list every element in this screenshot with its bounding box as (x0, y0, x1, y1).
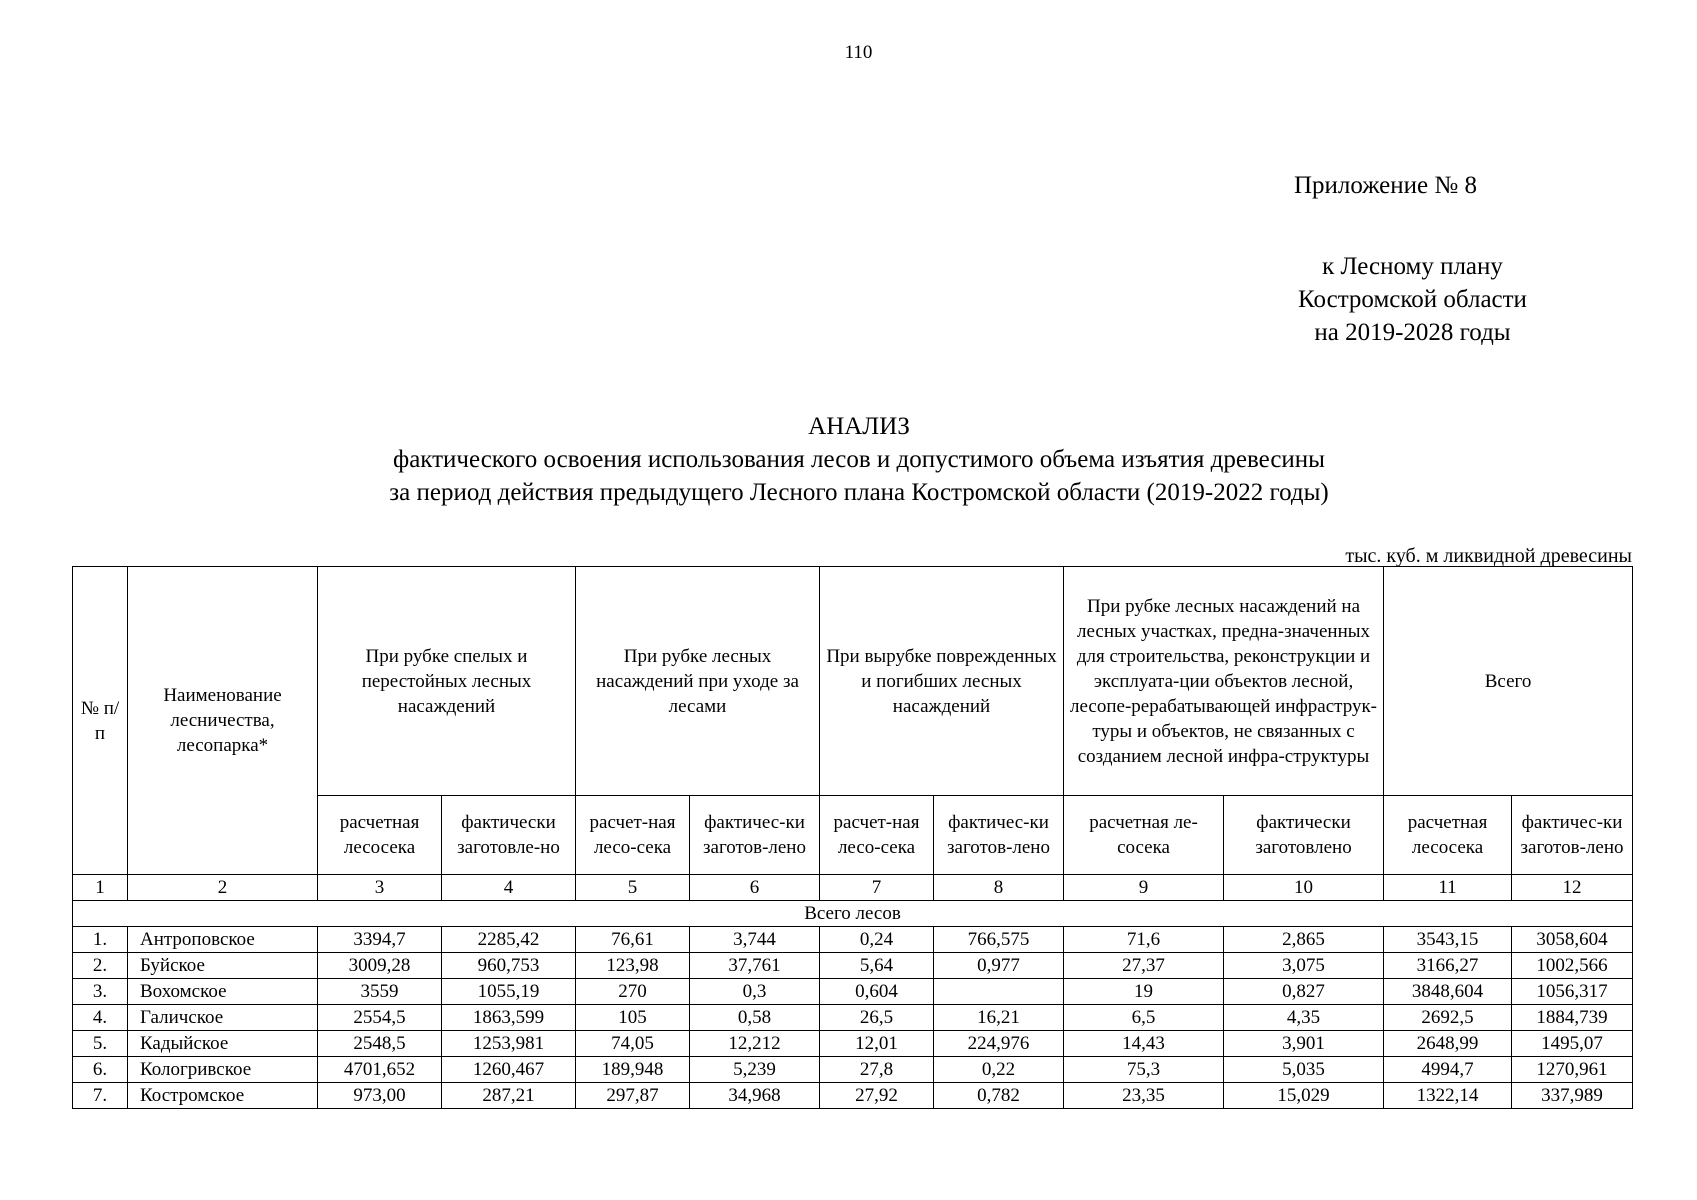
forestry-name: Вохомское (128, 979, 318, 1005)
subheader-cell: расчет-ная лесо-сека (820, 796, 934, 875)
header-group-construction: При рубке лесных насаждений на лесных участках, предна-значенных для строительства, реконструкции и эксплуата-ции объектов лесной, лесопе-рерабатывающей инфраструк-туры и объектов, не связанных с созданием лесной инфра-структуры (1064, 567, 1384, 796)
document-subtitle-2: за период действия предыдущего Лесного плана Костромской области (2019-2022 годы) (389, 479, 1329, 506)
table-cell: 27,8 (820, 1057, 934, 1083)
row-number: 7. (73, 1083, 128, 1109)
column-number: 6 (690, 875, 820, 901)
table-cell: 270 (576, 979, 690, 1005)
table-cell: 76,61 (576, 927, 690, 953)
table-cell: 1322,14 (1384, 1083, 1512, 1109)
table-cell: 2692,5 (1384, 1005, 1512, 1031)
column-number: 10 (1224, 875, 1384, 901)
table-cell: 1002,566 (1512, 953, 1633, 979)
row-number: 3. (73, 979, 128, 1005)
forestry-name: Кадыйское (128, 1031, 318, 1057)
table-cell: 224,976 (934, 1031, 1064, 1057)
table-cell: 1056,317 (1512, 979, 1633, 1005)
table-cell: 27,37 (1064, 953, 1224, 979)
table-row (73, 1083, 1633, 1109)
document-title: АНАЛИЗ (808, 413, 910, 440)
subheader-cell: фактически заготовле-но (442, 796, 576, 875)
table-cell: 2,865 (1224, 927, 1384, 953)
column-number: 5 (576, 875, 690, 901)
table-cell: 287,21 (442, 1083, 576, 1109)
table-cell: 16,21 (934, 1005, 1064, 1031)
section-label: Всего лесов (73, 901, 1633, 927)
column-number: 2 (128, 875, 318, 901)
table-cell: 4,35 (1224, 1005, 1384, 1031)
column-number: 3 (318, 875, 442, 901)
table-cell: 1270,961 (1512, 1057, 1633, 1083)
table-cell: 189,948 (576, 1057, 690, 1083)
table-cell: 2548,5 (318, 1031, 442, 1057)
table-cell: 5,035 (1224, 1057, 1384, 1083)
table-cell: 12,212 (690, 1031, 820, 1057)
appendix-reference (1270, 250, 1555, 349)
table-cell: 0,604 (820, 979, 934, 1005)
table-cell: 75,3 (1064, 1057, 1224, 1083)
table-cell: 1253,981 (442, 1031, 576, 1057)
table-cell: 0,58 (690, 1005, 820, 1031)
table-cell: 1495,07 (1512, 1031, 1633, 1057)
table-cell: 1863,599 (442, 1005, 576, 1031)
appendix-title: Приложение № 8 (1293, 172, 1477, 199)
forestry-name: Антроповское (128, 927, 318, 953)
document-title-block (0, 410, 1697, 509)
table-cell: 14,43 (1064, 1031, 1224, 1057)
table-row (73, 1057, 1633, 1083)
column-number: 1 (73, 875, 128, 901)
table-cell: 2285,42 (442, 927, 576, 953)
subheader-cell: расчетная лесосека (318, 796, 442, 875)
table-row (73, 1031, 1633, 1057)
forestry-name: Костромское (128, 1083, 318, 1109)
table-cell: 105 (576, 1005, 690, 1031)
table-cell: 23,35 (1064, 1083, 1224, 1109)
table-cell: 1260,467 (442, 1057, 576, 1083)
table-cell: 3559 (318, 979, 442, 1005)
table-cell: 2648,99 (1384, 1031, 1512, 1057)
forestry-name: Галичское (128, 1005, 318, 1031)
table-cell: 0,22 (934, 1057, 1064, 1083)
table-cell: 3009,28 (318, 953, 442, 979)
header-group-total: Всего (1384, 567, 1633, 796)
column-number: 9 (1064, 875, 1224, 901)
header-group-mature: При рубке спелых и перестойных лесных насаждений (318, 567, 576, 796)
subheader-cell: фактичес-ки заготов-лено (1512, 796, 1633, 875)
column-numbers-row (73, 875, 1633, 901)
row-number: 5. (73, 1031, 128, 1057)
row-number: 6. (73, 1057, 128, 1083)
row-number: 1. (73, 927, 128, 953)
forestry-name: Буйское (128, 953, 318, 979)
table-cell: 26,5 (820, 1005, 934, 1031)
column-number: 12 (1512, 875, 1633, 901)
subheader-cell: фактичес-ки заготов-лено (690, 796, 820, 875)
header-row (73, 567, 1633, 796)
section-row (73, 901, 1633, 927)
table-row (73, 979, 1633, 1005)
table-cell: 1884,739 (1512, 1005, 1633, 1031)
table-row (73, 927, 1633, 953)
table-cell: 37,761 (690, 953, 820, 979)
column-number: 4 (442, 875, 576, 901)
column-number: 11 (1384, 875, 1512, 901)
subheader-cell: фактически заготовлено (1224, 796, 1384, 875)
table-cell: 766,575 (934, 927, 1064, 953)
row-number: 2. (73, 953, 128, 979)
table-cell: 3,744 (690, 927, 820, 953)
table-cell: 0,24 (820, 927, 934, 953)
table-cell: 0,977 (934, 953, 1064, 979)
appendix-line-3: на 2019-2028 годы (1314, 319, 1511, 346)
table-cell: 4701,652 (318, 1057, 442, 1083)
table-cell: 3,075 (1224, 953, 1384, 979)
table-cell: 34,968 (690, 1083, 820, 1109)
column-number: 8 (934, 875, 1064, 901)
table-cell: 123,98 (576, 953, 690, 979)
table-cell: 3166,27 (1384, 953, 1512, 979)
table-cell: 3543,15 (1384, 927, 1512, 953)
table-body (73, 875, 1633, 1109)
table-cell: 960,753 (442, 953, 576, 979)
table-cell: 74,05 (576, 1031, 690, 1057)
subheader-cell: расчет-ная лесо-сека (576, 796, 690, 875)
table-cell: 0,3 (690, 979, 820, 1005)
table-cell: 0,782 (934, 1083, 1064, 1109)
table-cell: 27,92 (820, 1083, 934, 1109)
page-number: 110 (844, 42, 873, 63)
units-note: тыс. куб. м ликвидной древесины (1345, 545, 1632, 567)
table-cell: 3848,604 (1384, 979, 1512, 1005)
table-cell: 3058,604 (1512, 927, 1633, 953)
table-cell: 3,901 (1224, 1031, 1384, 1057)
table-cell: 1055,19 (442, 979, 576, 1005)
forestry-name: Кологривское (128, 1057, 318, 1083)
table-cell (934, 979, 1064, 1005)
table-cell: 4994,7 (1384, 1057, 1512, 1083)
table-cell: 19 (1064, 979, 1224, 1005)
header-group-care: При рубке лесных насаждений при уходе за лесами (576, 567, 820, 796)
table-cell: 71,6 (1064, 927, 1224, 953)
table-row (73, 953, 1633, 979)
column-number: 7 (820, 875, 934, 901)
header-num: № п/п (73, 567, 128, 875)
table-cell: 12,01 (820, 1031, 934, 1057)
table-cell: 0,827 (1224, 979, 1384, 1005)
table-cell: 337,989 (1512, 1083, 1633, 1109)
appendix-line-2: Костромской области (1298, 286, 1527, 313)
document-subtitle-1: фактического освоения использования лесов и допустимого объема изъятия древесины (393, 446, 1325, 473)
table-cell: 5,64 (820, 953, 934, 979)
table-cell: 973,00 (318, 1083, 442, 1109)
header-group-damaged: При вырубке поврежденных и погибших лесных насаждений (820, 567, 1064, 796)
table-cell: 15,029 (1224, 1083, 1384, 1109)
table-cell: 6,5 (1064, 1005, 1224, 1031)
row-number: 4. (73, 1005, 128, 1031)
table-cell: 3394,7 (318, 927, 442, 953)
subheader-cell: расчетная лесосека (1384, 796, 1512, 875)
table-cell: 5,239 (690, 1057, 820, 1083)
header-name: Наименование лесничества, лесопарка* (128, 567, 318, 875)
subheader-cell: расчетная ле-сосека (1064, 796, 1224, 875)
subheader-cell: фактичес-ки заготов-лено (934, 796, 1064, 875)
appendix-line-1: к Лесному плану (1322, 253, 1503, 280)
analysis-table (72, 566, 1633, 1109)
table-row (73, 1005, 1633, 1031)
table-cell: 2554,5 (318, 1005, 442, 1031)
table-cell: 297,87 (576, 1083, 690, 1109)
